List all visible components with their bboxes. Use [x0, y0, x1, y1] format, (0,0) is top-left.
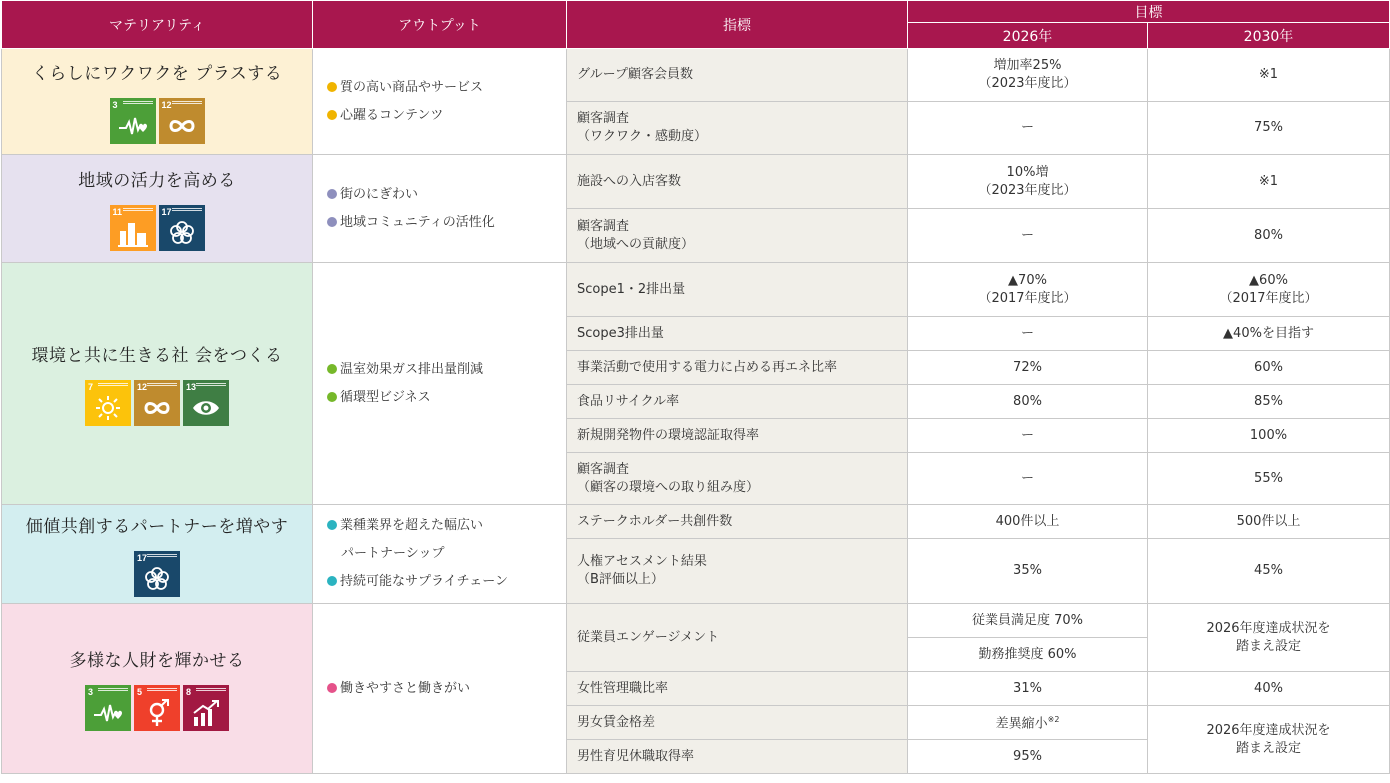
- output-item: [327, 356, 566, 384]
- header-2026: 2026年: [908, 23, 1148, 49]
- indicator-cell-line: 食品リサイクル率: [577, 393, 680, 409]
- indicator-cell-line: （B評価以上）: [577, 572, 664, 587]
- bullet-icon: [327, 364, 337, 374]
- footnote-mark: ※2: [1047, 715, 1060, 725]
- target-2026-cell-line: 従業員満足度 70%: [971, 612, 1084, 628]
- indicator-cell-line: 顧客調査: [577, 461, 630, 477]
- target-2030-cell-line: ▲60%: [1249, 272, 1288, 288]
- indicator-cell: [567, 706, 908, 740]
- indicator-cell: [567, 672, 908, 706]
- target-2030-cell: [1148, 539, 1390, 604]
- target-2030-cell-line: 80%: [1254, 227, 1283, 243]
- table-row: [2, 604, 1390, 638]
- indicator-cell-line: （地域への貢献度）: [577, 236, 695, 252]
- output-text: 地域コミュニティの活性化: [340, 214, 495, 230]
- sdg-caption: [172, 101, 202, 104]
- header-materiality: マテリアリティ: [2, 1, 313, 49]
- bullet-icon: [327, 82, 337, 92]
- sdg-number: 12: [137, 382, 148, 392]
- output-item: [327, 540, 566, 568]
- target-2030-cell-line: ※1: [1258, 67, 1279, 82]
- target-2030-cell-line: ▲40%を目指す: [1223, 325, 1314, 341]
- target-2026-cell-line: 10%増: [1006, 164, 1049, 180]
- sdg-icons: [8, 205, 306, 251]
- gap-value: 差異縮小: [995, 716, 1048, 732]
- target-2026-cell: [908, 419, 1148, 453]
- sdg-number: 3: [88, 687, 94, 697]
- indicator-cell: [567, 539, 908, 604]
- sdg-caption: [196, 688, 226, 691]
- indicator-cell-line: グループ顧客会員数: [577, 67, 693, 82]
- sdg-icons: [8, 98, 306, 144]
- target-2026-cell: [908, 317, 1148, 351]
- sdg-3-badge: [85, 685, 131, 731]
- target-2030-cell: [1148, 672, 1390, 706]
- output-text: 持続可能なサプライチェーン: [340, 574, 508, 589]
- sdg-11-badge: [110, 205, 156, 251]
- indicator-cell: [567, 155, 908, 209]
- target-2026-cell-line: 80%: [1013, 393, 1042, 409]
- indicator-cell: [567, 740, 908, 774]
- target-2026-cell: [908, 155, 1148, 209]
- output-item: [327, 675, 566, 703]
- target-2026-cell-line: ー: [1020, 227, 1034, 243]
- target-2030-cell-line: 2026年度達成状況を: [1206, 620, 1331, 636]
- indicator-cell: [567, 419, 908, 453]
- target-2030-cell: [1148, 317, 1390, 351]
- target-2030-cell: [1148, 604, 1390, 672]
- target-2030-cell: [1148, 102, 1390, 155]
- bullet-icon: [327, 392, 337, 402]
- materiality-environment: [2, 263, 313, 505]
- target-2030-cell: [1148, 385, 1390, 419]
- target-2030-cell-line: 踏まえ設定: [1235, 638, 1301, 654]
- indicator-cell-line: 従業員エンゲージメント: [577, 629, 720, 645]
- header-output: アウトプット: [313, 1, 567, 49]
- output-item: [327, 102, 566, 130]
- indicator-cell: [567, 209, 908, 263]
- target-2026-cell-line: 72%: [1013, 359, 1042, 375]
- table-row: [2, 263, 1390, 317]
- bullet-icon: [327, 683, 337, 693]
- target-2030-cell: [1148, 419, 1390, 453]
- indicator-cell-line: Scope1・2排出量: [577, 281, 686, 297]
- sdg-number: 13: [186, 382, 197, 392]
- output-text: 業種業界を超えた幅広い: [340, 518, 484, 533]
- target-2026-cell-line: ー: [1020, 325, 1034, 341]
- materiality-title: くらしにワクワクを プラスする: [31, 64, 283, 84]
- bullet-icon: [327, 576, 337, 586]
- sdg-caption: [123, 101, 153, 104]
- target-2030-cell: [1148, 155, 1390, 209]
- target-2030-cell: [1148, 706, 1390, 774]
- target-2026-cell: [908, 209, 1148, 263]
- materiality-regional: [2, 155, 313, 263]
- sdg-caption: [147, 383, 177, 386]
- indicator-cell: [567, 263, 908, 317]
- indicator-cell: [567, 102, 908, 155]
- target-2030-cell-line: 100%: [1249, 427, 1288, 443]
- table-row: [2, 155, 1390, 209]
- table-row: [2, 49, 1390, 102]
- materiality-title: 価値共創するパートナーを増やす: [25, 516, 289, 537]
- target-2026-cell: [908, 706, 1148, 740]
- target-2030-cell-line: 60%: [1254, 359, 1283, 375]
- materiality-partner: [2, 505, 313, 604]
- sdg-number: 12: [161, 100, 172, 110]
- target-2030-cell-line: 75%: [1254, 120, 1283, 135]
- target-2026-cell-line: ー: [1020, 120, 1034, 135]
- indicator-cell-line: （ワクワク・感動度）: [577, 129, 708, 144]
- output-cell: [313, 604, 567, 774]
- indicator-cell: [567, 453, 908, 505]
- materiality-table: [1, 0, 1390, 774]
- output-cell: [313, 263, 567, 505]
- bullet-icon: [327, 520, 337, 530]
- output-text: パートナーシップ: [341, 546, 445, 561]
- target-2026-cell-line: （2023年度比）: [978, 76, 1077, 91]
- sdg-8-badge: [183, 685, 229, 731]
- indicator-cell-line: 顧客調査: [577, 218, 630, 234]
- materiality-title: 環境と共に生きる社 会をつくる: [31, 346, 283, 366]
- indicator-cell: [567, 505, 908, 539]
- sdg-3-badge: [110, 98, 156, 144]
- target-2026-cell: [908, 672, 1148, 706]
- indicator-cell: [567, 351, 908, 385]
- sdg-17-badge: [134, 551, 180, 597]
- sdg-12-badge: [159, 98, 205, 144]
- materiality-title: 地域の活力を高める: [78, 171, 236, 191]
- target-2026-cell: [908, 539, 1148, 604]
- output-item: [327, 209, 566, 237]
- bullet-icon: [327, 217, 337, 227]
- table-row: [2, 505, 1390, 539]
- target-2030-cell: [1148, 505, 1390, 539]
- output-text: 心躍るコンテンツ: [340, 107, 444, 123]
- bullet-icon: [327, 110, 337, 120]
- target-2026-cell-line: 勤務推奨度 60%: [978, 646, 1077, 662]
- target-2026-cell: [908, 505, 1148, 539]
- indicator-cell-line: 施設への入店客数: [577, 173, 682, 189]
- sdg-number: 17: [137, 552, 148, 563]
- target-2026-cell-line: ー: [1020, 427, 1034, 443]
- materiality-diversity: [2, 604, 313, 774]
- sdg-number: 8: [186, 687, 192, 697]
- bullet-icon: [327, 189, 337, 199]
- indicator-cell-line: 女性管理職比率: [577, 680, 669, 696]
- target-2030-cell-line: 2026年度達成状況を: [1206, 722, 1331, 738]
- indicator-cell: [567, 49, 908, 102]
- sdg-caption: [147, 554, 177, 557]
- target-2026-cell-line: 31%: [1013, 680, 1042, 696]
- target-2030-cell-line: 55%: [1254, 470, 1283, 486]
- target-2026-cell-line: 35%: [1013, 563, 1042, 578]
- output-item: [327, 384, 566, 412]
- materiality-wakuwaku: [2, 49, 313, 155]
- target-2026-cell-line: 95%: [1013, 748, 1042, 764]
- header-2030: 2030年: [1148, 23, 1390, 49]
- target-2030-cell: [1148, 209, 1390, 263]
- output-text: 街のにぎわい: [340, 186, 419, 202]
- target-2030-cell: [1148, 49, 1390, 102]
- sdg-number: 11: [112, 207, 123, 217]
- target-2030-cell-line: 40%: [1254, 680, 1283, 696]
- indicator-cell-line: 男女賃金格差: [577, 714, 656, 730]
- indicator-cell-line: 顧客調査: [577, 111, 630, 126]
- sdg-caption: [98, 688, 128, 691]
- target-2030-cell: [1148, 453, 1390, 505]
- target-2026-cell: [908, 604, 1148, 638]
- sdg-caption: [147, 688, 177, 691]
- sdg-17-badge: [159, 205, 205, 251]
- sdg-5-badge: [134, 685, 180, 731]
- target-2026-cell-line: ー: [1020, 470, 1034, 486]
- output-cell: [313, 505, 567, 604]
- indicator-cell-line: ステークホルダー共創件数: [577, 513, 733, 529]
- output-item: [327, 568, 566, 596]
- sdg-caption: [196, 383, 226, 386]
- target-2026-cell: [908, 385, 1148, 419]
- header-indicator: 指標: [567, 1, 908, 49]
- sdg-number: 3: [112, 100, 118, 110]
- target-2026-cell-line: 増加率25%: [993, 58, 1062, 73]
- sdg-13-badge: [183, 380, 229, 426]
- target-2026-cell: [908, 49, 1148, 102]
- target-2026-cell: [908, 263, 1148, 317]
- indicator-cell-line: Scope3排出量: [577, 325, 664, 341]
- indicator-cell: [567, 317, 908, 351]
- indicator-cell-line: 男性育児休職取得率: [577, 748, 695, 764]
- output-item: [327, 181, 566, 209]
- target-2026-cell: [908, 102, 1148, 155]
- sdg-icons: [8, 551, 306, 597]
- target-2026-cell-line: 400件以上: [995, 513, 1060, 529]
- target-2030-cell-line: 踏まえ設定: [1235, 740, 1301, 756]
- sdg-number: 17: [161, 207, 172, 217]
- output-text: 質の高い商品やサービス: [340, 79, 484, 95]
- target-2026-cell: [908, 638, 1148, 672]
- target-2026-cell-line: （2023年度比）: [978, 182, 1077, 198]
- indicator-cell-line: 事業活動で使用する電力に占める再エネ比率: [577, 359, 838, 375]
- target-2026-cell-line: （2017年度比）: [978, 290, 1077, 306]
- target-2030-cell-line: 45%: [1254, 563, 1283, 578]
- indicator-cell-line: 新規開発物件の環境認証取得率: [577, 427, 760, 443]
- target-2030-cell-line: 500件以上: [1236, 513, 1301, 529]
- sdg-number: 5: [137, 687, 143, 697]
- output-cell: [313, 49, 567, 155]
- target-2030-cell-line: 85%: [1254, 393, 1283, 409]
- target-2026-cell-line: ▲70%: [1008, 272, 1047, 288]
- materiality-title: 多様な人財を輝かせる: [69, 651, 245, 671]
- target-2030-cell: [1148, 351, 1390, 385]
- target-2030-cell-line: （2017年度比）: [1219, 290, 1318, 306]
- target-2030-cell: [1148, 263, 1390, 317]
- sdg-12-badge: [134, 380, 180, 426]
- output-item: [327, 512, 566, 540]
- sdg-7-badge: [85, 380, 131, 426]
- indicator-cell-line: （顧客の環境への取り組み度）: [577, 479, 760, 495]
- header-target: 目標: [908, 1, 1390, 23]
- target-2026-cell: [908, 453, 1148, 505]
- indicator-cell-line: 人権アセスメント結果: [577, 554, 707, 569]
- target-2026-cell: [908, 351, 1148, 385]
- output-item: [327, 74, 566, 102]
- output-text: 働きやすさと働きがい: [340, 680, 471, 696]
- sdg-caption: [123, 208, 153, 211]
- output-text: 温室効果ガス排出量削減: [340, 361, 484, 377]
- sdg-caption: [98, 383, 128, 386]
- target-2026-cell: [908, 740, 1148, 774]
- sdg-icons: [8, 685, 306, 731]
- sdg-number: 7: [88, 382, 94, 392]
- sdg-caption: [172, 208, 202, 211]
- output-cell: [313, 155, 567, 263]
- indicator-cell: [567, 604, 908, 672]
- target-2030-cell-line: ※1: [1258, 173, 1279, 189]
- output-text: 循環型ビジネス: [340, 389, 431, 405]
- indicator-cell: [567, 385, 908, 419]
- sdg-icons: [8, 380, 306, 426]
